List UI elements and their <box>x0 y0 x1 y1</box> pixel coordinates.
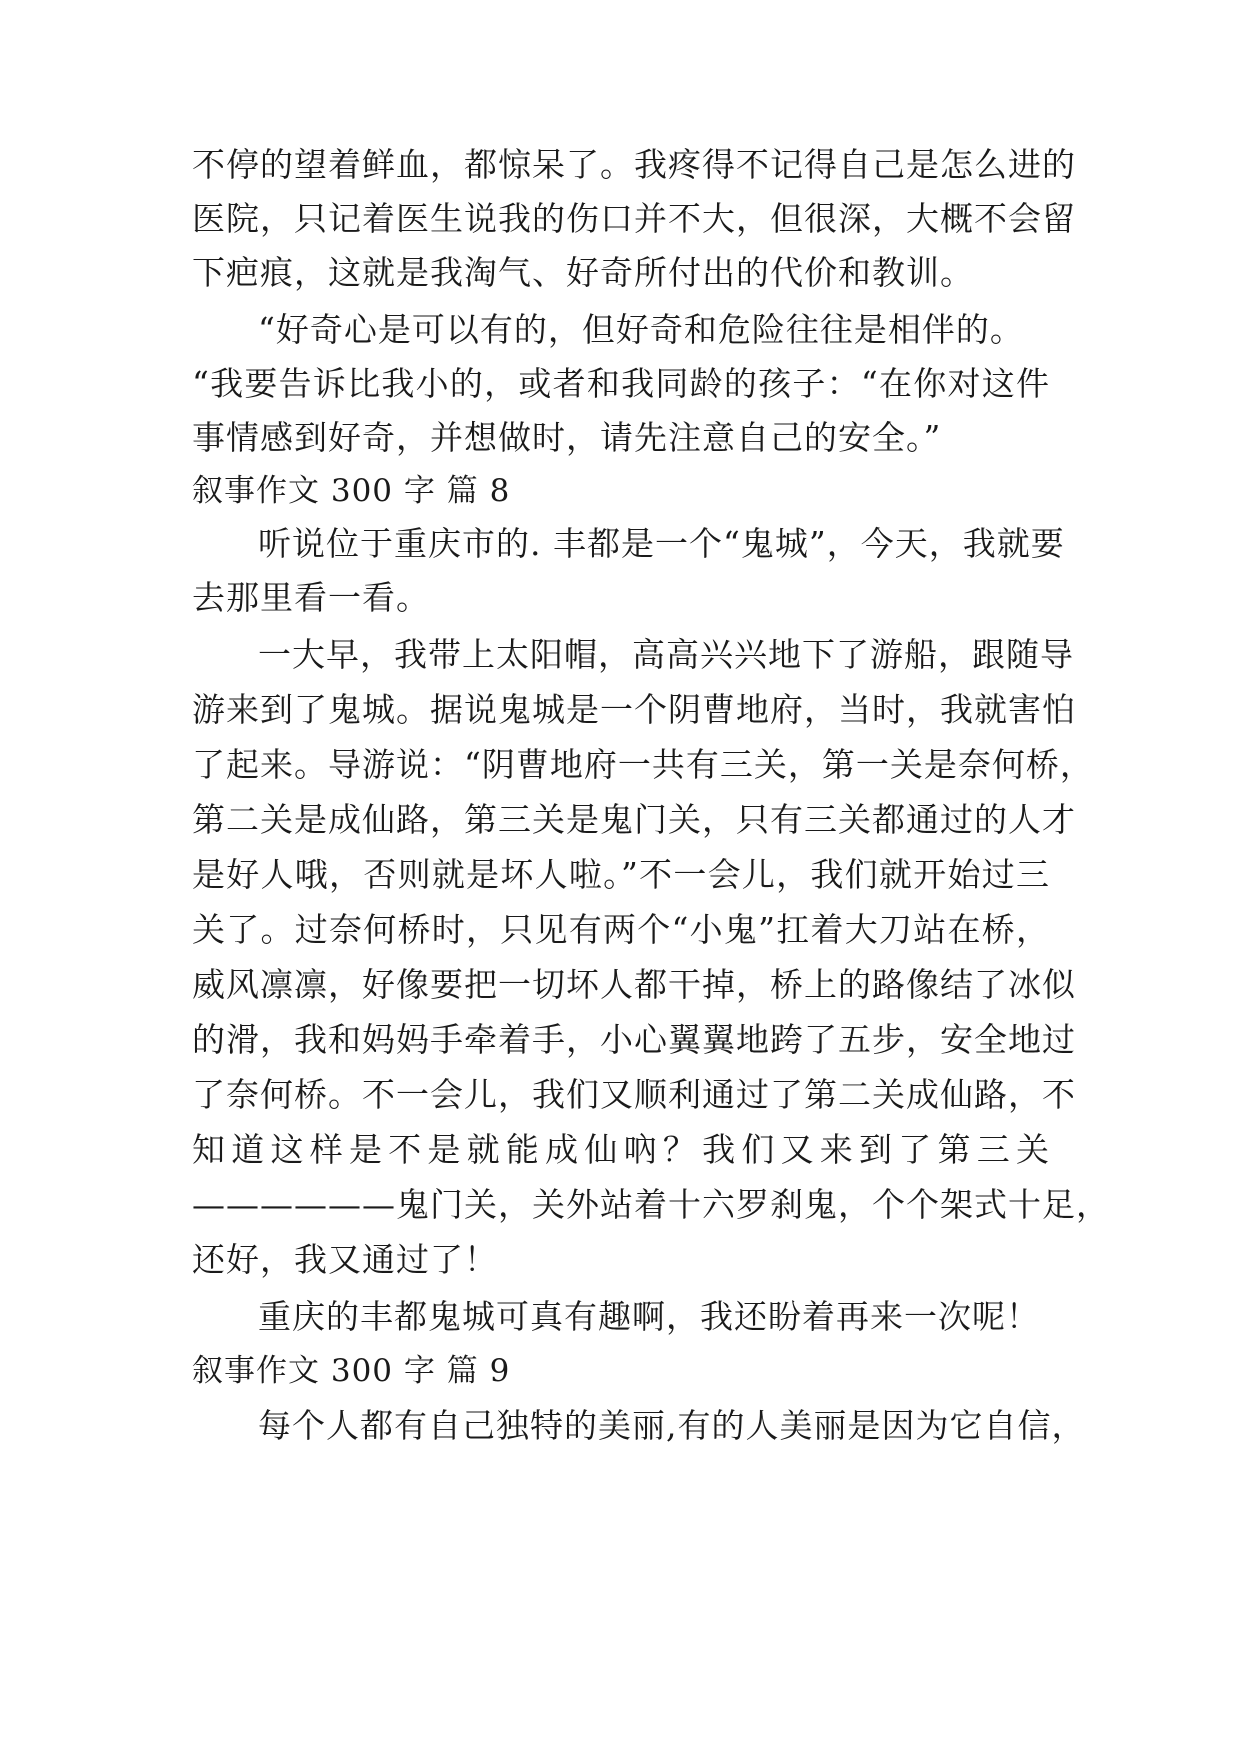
text-line: 去那里看一看。 <box>192 578 430 617</box>
text-line: 下疤痕，这就是我淘气、好奇所付出的代价和教训。 <box>192 253 974 292</box>
text-line: 事情感到好奇，并想做时，请先注意自己的安全。” <box>192 418 942 457</box>
text-line: 的滑，我和妈妈手牵着手，小心翼翼地跨了五步，安全地过 <box>192 1020 1076 1059</box>
text-line: 了起来。导游说：“阴曹地府一共有三关，第一关是奈何桥， <box>192 745 1094 784</box>
section-heading: 叙事作文 300 字 篇 8 <box>192 473 511 509</box>
text-line: ——————鬼门关，关外站着十六罗刹鬼，个个架式十足， <box>192 1185 1110 1224</box>
text-line: 不停的望着鲜血，都惊呆了。我疼得不记得自己是怎么进的 <box>192 145 1076 184</box>
text-line: 第二关是成仙路，第三关是鬼门关，只有三关都通过的人才 <box>192 800 1076 839</box>
text-line: 重庆的丰都鬼城可真有趣啊，我还盼着再来一次呢！ <box>258 1297 1040 1336</box>
text-line: 听说位于重庆市的. 丰都是一个“鬼城”，今天，我就要 <box>258 524 1065 563</box>
text-line: “我要告诉比我小的，或者和我同龄的孩子：“在你对这件 <box>192 364 1050 403</box>
text-line: 威风凛凛，好像要把一切坏人都干掉，桥上的路像结了冰似 <box>192 965 1076 1004</box>
text-line: 医院，只记着医生说我的伤口并不大，但很深，大概不会留 <box>192 199 1076 238</box>
text-line: 是好人哦，否则就是坏人啦。”不一会儿，我们就开始过三 <box>192 855 1050 894</box>
text-line: “好奇心是可以有的，但好奇和危险往往是相伴的。 <box>258 310 1024 349</box>
text-line: 知道这样是不是就能成仙吶？我们又来到了第三关 <box>192 1130 1050 1169</box>
text-line: 还好，我又通过了！ <box>192 1240 498 1279</box>
text-line: 了奈何桥。不一会儿，我们又顺利通过了第二关成仙路，不 <box>192 1075 1076 1114</box>
text-line: 每个人都有自己独特的美丽,有的人美丽是因为它自信， <box>258 1406 1086 1445</box>
text-line: 关了。过奈何桥时，只见有两个“小鬼”扛着大刀站在桥， <box>192 910 1050 949</box>
text-line: 一大早，我带上太阳帽，高高兴兴地下了游船，跟随导 <box>258 635 1074 674</box>
text-line: 游来到了鬼城。据说鬼城是一个阴曹地府，当时，我就害怕 <box>192 690 1076 729</box>
section-heading: 叙事作文 300 字 篇 9 <box>192 1353 511 1389</box>
